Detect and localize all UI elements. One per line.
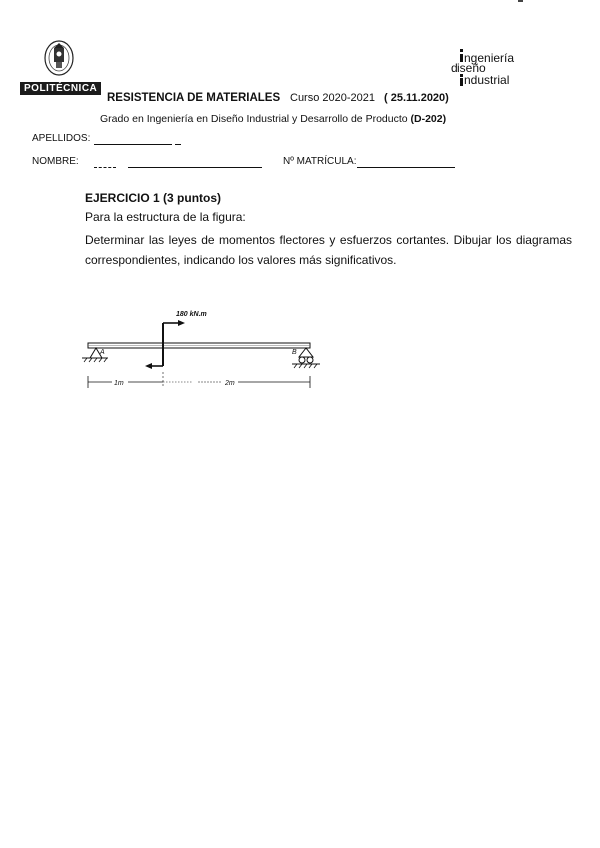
school-logo-line3: ndustrial [464,73,510,87]
svg-text:d: d [451,61,458,75]
enrollment-input-line[interactable] [357,167,455,168]
subject-title: RESISTENCIA DE MATERIALES [107,92,281,104]
degree-name: Grado en Ingeniería en Diseño Industrial y Desarrollo de Producto [100,113,408,125]
dimension-left-label: 1m [114,380,124,387]
support-a-label: A [100,349,105,356]
moment-label: 180 kN.m [176,311,207,318]
name-input-line[interactable] [128,167,262,168]
name-input-line-start [94,167,116,168]
enrollment-label: Nº MATRÍCULA: [283,156,357,167]
exercise-intro: Para la estructura de la figura: [85,210,246,224]
exercise-title: EJERCICIO 1 (3 puntos) [85,191,222,205]
surname-label: APELLIDOS: [32,133,91,144]
exam-date: ( 25.11.2020) [384,92,449,104]
course-year: Curso 2020-2021 [290,92,376,104]
university-label: POLITÉCNICA [20,82,101,95]
support-b-label: B [292,349,297,356]
degree-line [100,113,446,125]
degree-code: (D-202) [410,113,447,125]
scan-mark [518,0,523,2]
school-logo-line1: ngeniería [464,51,515,65]
university-crest-logo [42,38,76,78]
surname-input-line-tail [175,144,181,145]
exercise-statement: Determinar las leyes de momentos flectores y esfuerzos cortantes. Dibujar los diagramas correspondientes, indicando los valores más significativos. [85,233,572,267]
surname-input-line[interactable] [94,144,172,145]
school-logo [450,47,540,87]
name-label: NOMBRE: [32,156,79,167]
beam-figure [70,300,330,400]
dimension-right-label: 2m [225,380,235,387]
school-logo-line2: iseño [457,61,486,75]
